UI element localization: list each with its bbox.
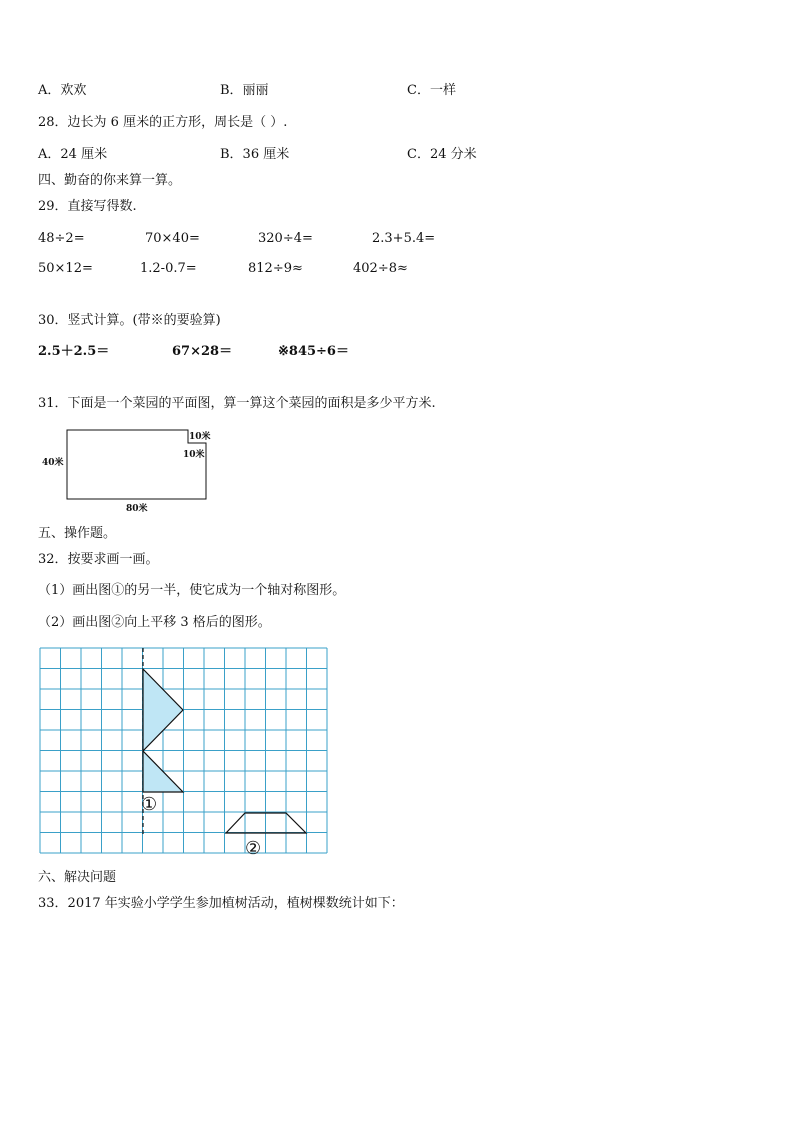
garden-label-notch-side: 10米 <box>183 450 205 460</box>
q28-option-a: A．24 厘米 <box>38 147 108 162</box>
q28-stem: 28．边长为 6 厘米的正方形，周长是（ ）. <box>38 115 288 130</box>
q29-expr: 812÷9≈ <box>248 261 303 276</box>
q28-option-c: C．24 分米 <box>407 147 477 162</box>
q29-expr: 48÷2= <box>38 231 85 246</box>
q30-stem: 30．竖式计算。(带※的要验算) <box>38 313 221 328</box>
q27-option-c: C．一样 <box>407 83 456 98</box>
q29-expr: 402÷8≈ <box>353 261 408 276</box>
q31-stem: 31．下面是一个菜园的平面图，算一算这个菜园的面积是多少平方米. <box>38 396 436 411</box>
q29-expr: 1.2-0.7= <box>140 261 197 276</box>
q30-expr: 2.5＋2.5＝ <box>38 344 110 359</box>
q27-option-b: B．丽丽 <box>220 83 269 98</box>
figure-1-label: ① <box>141 794 158 815</box>
garden-plan-figure <box>36 424 226 520</box>
drawing-grid <box>38 646 330 860</box>
q33-stem: 33．2017 年实验小学学生参加植树活动，植树棵数统计如下： <box>38 896 404 911</box>
q30-expr: ※845÷6＝ <box>278 344 349 359</box>
q29-expr: 2.3+5.4= <box>372 231 436 246</box>
q32-stem: 32．按要求画一画。 <box>38 552 159 567</box>
q30-expr: 67×28＝ <box>172 344 233 359</box>
q29-stem: 29．直接写得数. <box>38 199 137 214</box>
q32-part1: （1）画出图①的另一半，使它成为一个轴对称图形。 <box>38 583 346 598</box>
garden-label-notch-top: 10米 <box>189 432 211 442</box>
q29-expr: 320÷4= <box>258 231 313 246</box>
garden-label-left: 40米 <box>42 458 64 468</box>
q28-option-b: B．36 厘米 <box>220 147 290 162</box>
section-5-heading: 五、操作题。 <box>38 526 117 541</box>
garden-outline <box>67 430 206 499</box>
figure-2-label: ② <box>245 838 262 859</box>
q27-option-a: A．欢欢 <box>38 83 87 98</box>
grid-lines <box>40 648 327 853</box>
section-4-heading: 四、勤奋的你来算一算。 <box>38 173 182 188</box>
q29-expr: 50×12= <box>38 261 93 276</box>
garden-label-bottom: 80米 <box>126 504 148 514</box>
q29-expr: 70×40= <box>145 231 200 246</box>
q32-part2: （2）画出图②向上平移 3 格后的图形。 <box>38 615 271 630</box>
section-6-heading: 六、解决问题 <box>38 870 117 885</box>
